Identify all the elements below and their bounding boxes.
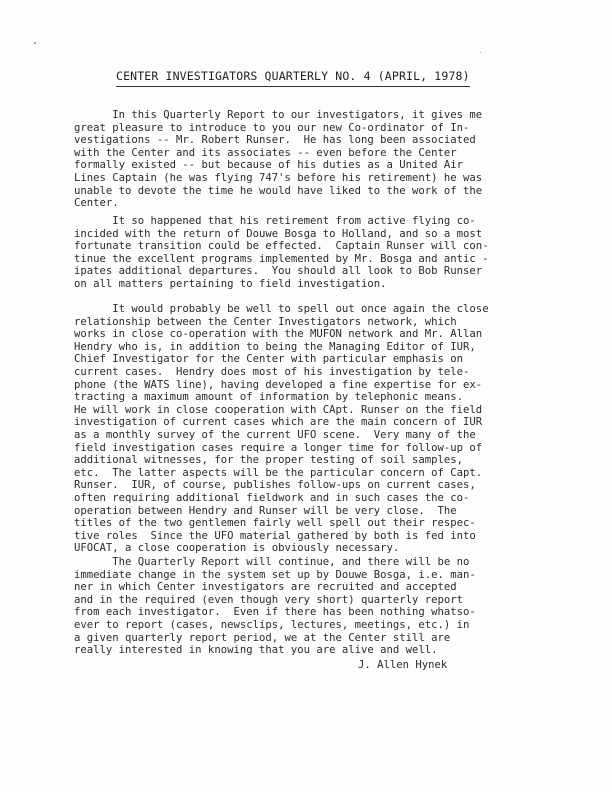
text-line: on all matters pertaining to field investigation. <box>74 278 387 290</box>
text-line: Lines Captain (he was flying 747's before his retirement) he was <box>74 172 483 184</box>
text-line: titles of the two gentlemen fairly well spell out their respec- <box>74 517 476 530</box>
signature: J. Allen Hynek <box>358 659 448 671</box>
text-line: tinue the excellent programs implemented by Mr. Bosga and antic - <box>74 252 489 265</box>
text-line: really interested in knowing that you are alive and well. <box>74 644 438 657</box>
text-line: with the Center and its associates -- even before the Center <box>74 146 457 159</box>
text-line: additional witnesses, for the proper testing of soil samples, <box>74 454 464 467</box>
text-line: from each investigator. Even if there has been nothing whatso- <box>74 606 476 619</box>
text-line: In this Quarterly Report to our investigators, it gives me <box>74 109 483 121</box>
text-line: a given quarterly report period, we at the Center still are <box>74 631 451 644</box>
text-line: tive roles Since the UFO material gathered by both is fed into <box>74 529 476 542</box>
text-line: operation between Hendry and Runser will be very close. The <box>74 504 457 517</box>
paper-speck <box>34 42 36 44</box>
text-line: ner in which Center investigators are recruited and accepted <box>74 581 457 594</box>
text-line: as a monthly survey of the current UFO scene. Very many of the <box>74 429 476 441</box>
text-line: UFOCAT, a close cooperation is obviously necessary. <box>74 542 400 555</box>
text-line: works in close co-operation with the MUFON network and Mr. Allan <box>74 328 483 341</box>
text-line: Runser. IUR, of course, publishes follow-ups on current cases, <box>74 479 476 492</box>
text-line: and in the required (even though very short) quarterly report <box>74 593 464 606</box>
text-line: incided with the return of Douwe Bosga to Holland, and so a most <box>74 227 483 240</box>
text-line: formally existed -- but because of his duties as a United Air <box>74 159 464 172</box>
text-line: Chief Investigator for the Center with particular emphasis on <box>74 353 464 366</box>
title-underline <box>116 86 470 87</box>
document-title: CENTER INVESTIGATORS QUARTERLY NO. 4 (APRIL, 1978) <box>116 69 470 83</box>
text-line: tracting a maximum amount of information by telephonic means. <box>74 391 464 404</box>
text-line: investigation of current cases which are the main concern of IUR <box>74 416 483 429</box>
text-line: great pleasure to introduce to you our new Co-ordinator of In- <box>74 121 470 134</box>
text-line: It would probably be well to spell out once again the close <box>74 303 489 315</box>
text-line: ipates additional departures. You should all look to Bob Runser <box>74 265 483 278</box>
paper-speck <box>480 52 481 53</box>
text-line: The Quarterly Report will continue, and there will be no <box>74 556 470 568</box>
text-line: often requiring additional fieldwork and in such cases the co- <box>74 492 470 504</box>
text-line: It so happened that his retirement from active flying co- <box>74 215 476 227</box>
text-line: field investigation cases require a longer time for follow-up of <box>74 441 483 454</box>
text-line: current cases. Hendry does most of his investigation by tele- <box>74 366 470 378</box>
text-line: immediate change in the system set up by Douwe Bosga, i.e. man- <box>74 568 476 581</box>
text-line: fortunate transition could be effected. Captain Runser will con- <box>74 240 489 253</box>
text-line: Center. <box>74 197 119 210</box>
text-line: ever to report (cases, newsclips, lectures, meetings, etc.) in <box>74 619 470 631</box>
text-line: phone (the WATS line), having developed a fine expertise for ex- <box>74 378 483 391</box>
text-line: vestigations -- Mr. Robert Runser. He has long been associated <box>74 134 476 147</box>
text-line: Hendry who is, in addition to being the Managing Editor of IUR, <box>74 340 476 353</box>
text-line: unable to devote the time he would have liked to the work of the <box>74 184 483 197</box>
text-line: relationship between the Center Investigators network, which <box>74 315 457 328</box>
text-line: etc. The latter aspects will be the particular concern of Capt. <box>74 466 483 479</box>
text-line: He will work in close cooperation with CApt. Runser on the field <box>74 403 483 416</box>
